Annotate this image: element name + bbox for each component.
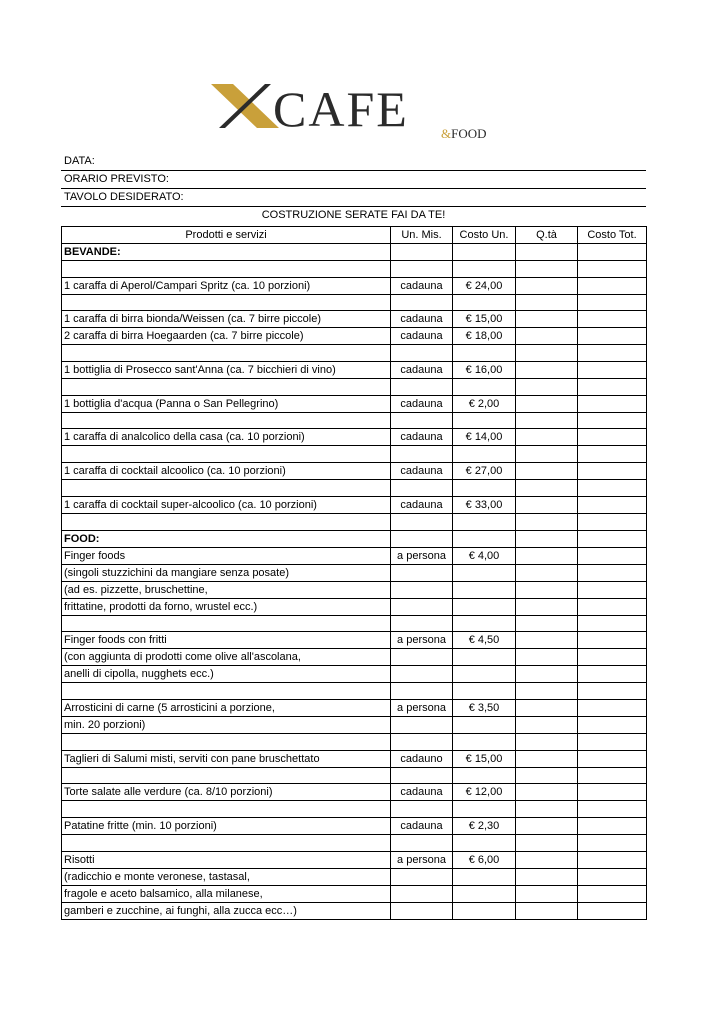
quantity-cell[interactable]	[516, 345, 578, 362]
total-cost-cell	[578, 666, 647, 683]
quantity-cell[interactable]	[516, 817, 578, 834]
quantity-cell[interactable]	[516, 851, 578, 868]
table-row	[62, 547, 647, 564]
table-row	[62, 311, 647, 328]
table-row	[62, 496, 647, 513]
product-cell: BEVANDE:	[62, 244, 391, 261]
product-cell: 2 caraffa di birra Hoegaarden (ca. 7 birre piccole)	[62, 328, 391, 345]
table-row	[62, 902, 647, 919]
form-header	[61, 153, 646, 224]
unit-cost-cell	[453, 716, 516, 733]
unit-cost-cell	[453, 581, 516, 598]
unit-cost-cell: € 15,00	[453, 311, 516, 328]
unit-cell: cadauna	[391, 277, 453, 294]
quantity-cell[interactable]	[516, 683, 578, 700]
unit-cell	[391, 480, 453, 497]
date-field[interactable]	[61, 153, 646, 171]
unit-cost-cell	[453, 294, 516, 311]
total-cost-cell	[578, 885, 647, 902]
quantity-cell[interactable]	[516, 767, 578, 784]
total-cost-cell	[578, 598, 647, 615]
table-row	[62, 581, 647, 598]
total-cost-cell	[578, 463, 647, 480]
product-cell	[62, 446, 391, 463]
table-row	[62, 480, 647, 497]
table-row	[62, 429, 647, 446]
product-cell: Finger foods	[62, 547, 391, 564]
unit-cost-cell	[453, 615, 516, 632]
unit-cost-cell: € 27,00	[453, 463, 516, 480]
table-row	[62, 868, 647, 885]
unit-cost-cell: € 2,00	[453, 395, 516, 412]
table-row	[62, 699, 647, 716]
total-cost-cell	[578, 716, 647, 733]
unit-cost-cell: € 12,00	[453, 784, 516, 801]
column-header: Un. Mis.	[391, 227, 453, 244]
quantity-cell[interactable]	[516, 649, 578, 666]
unit-cost-cell	[453, 649, 516, 666]
unit-cost-cell	[453, 480, 516, 497]
total-cost-cell	[578, 530, 647, 547]
product-cell: 1 caraffa di cocktail alcoolico (ca. 10 porzioni)	[62, 463, 391, 480]
product-cell: anelli di cipolla, nugghets ecc.)	[62, 666, 391, 683]
table-row	[62, 733, 647, 750]
total-cost-cell	[578, 564, 647, 581]
unit-cost-cell	[453, 261, 516, 278]
table-row	[62, 834, 647, 851]
product-cell: (ad es. pizzette, bruschettine,	[62, 581, 391, 598]
date-label: DATA:	[64, 155, 95, 167]
quantity-cell[interactable]	[516, 328, 578, 345]
product-cell: Torte salate alle verdure (ca. 8/10 porzioni)	[62, 784, 391, 801]
unit-cell	[391, 666, 453, 683]
table-row	[62, 683, 647, 700]
quantity-cell[interactable]	[516, 480, 578, 497]
total-cost-cell	[578, 261, 647, 278]
unit-cell	[391, 834, 453, 851]
unit-cell	[391, 581, 453, 598]
total-cost-cell	[578, 683, 647, 700]
order-table	[61, 226, 647, 920]
unit-cell	[391, 683, 453, 700]
form-title: COSTRUZIONE SERATE FAI DA TE!	[261, 209, 446, 221]
total-cost-cell	[578, 834, 647, 851]
table-row	[62, 395, 647, 412]
product-cell: 1 caraffa di birra bionda/Weissen (ca. 7 birre piccole)	[62, 311, 391, 328]
unit-cell	[391, 598, 453, 615]
unit-cost-cell	[453, 868, 516, 885]
table-row	[62, 666, 647, 683]
table-row	[62, 801, 647, 818]
product-cell	[62, 834, 391, 851]
table-label: TAVOLO DESIDERATO:	[64, 191, 184, 203]
unit-cell	[391, 564, 453, 581]
unit-cell: a persona	[391, 851, 453, 868]
quantity-cell[interactable]	[516, 750, 578, 767]
quantity-cell[interactable]	[516, 716, 578, 733]
table-row	[62, 767, 647, 784]
table-field[interactable]	[61, 189, 646, 207]
unit-cell: cadauna	[391, 429, 453, 446]
quantity-cell[interactable]	[516, 513, 578, 530]
unit-cost-cell: € 3,50	[453, 699, 516, 716]
quantity-cell[interactable]	[516, 412, 578, 429]
unit-cell: cadauna	[391, 328, 453, 345]
total-cost-cell	[578, 277, 647, 294]
quantity-cell[interactable]	[516, 547, 578, 564]
unit-cell	[391, 767, 453, 784]
table-row	[62, 362, 647, 379]
unit-cell	[391, 801, 453, 818]
unit-cell	[391, 446, 453, 463]
unit-cost-cell	[453, 666, 516, 683]
unit-cell	[391, 513, 453, 530]
quantity-cell[interactable]	[516, 868, 578, 885]
total-cost-cell	[578, 851, 647, 868]
quantity-cell[interactable]	[516, 784, 578, 801]
unit-cost-cell: € 33,00	[453, 496, 516, 513]
unit-cost-cell	[453, 244, 516, 261]
table-row	[62, 463, 647, 480]
unit-cell: a persona	[391, 699, 453, 716]
unit-cost-cell	[453, 379, 516, 396]
unit-cost-cell: € 15,00	[453, 750, 516, 767]
table-row	[62, 851, 647, 868]
unit-cell	[391, 244, 453, 261]
product-cell: Finger foods con fritti	[62, 632, 391, 649]
table-row	[62, 649, 647, 666]
quantity-cell[interactable]	[516, 615, 578, 632]
unit-cell	[391, 379, 453, 396]
table-row	[62, 817, 647, 834]
unit-cost-cell	[453, 902, 516, 919]
total-cost-cell	[578, 632, 647, 649]
quantity-cell[interactable]	[516, 311, 578, 328]
total-cost-cell	[578, 513, 647, 530]
column-header: Q.tà	[516, 227, 578, 244]
table-row	[62, 261, 647, 278]
quantity-cell[interactable]	[516, 463, 578, 480]
product-cell	[62, 412, 391, 429]
unit-cell	[391, 345, 453, 362]
unit-cell	[391, 885, 453, 902]
product-cell: FOOD:	[62, 530, 391, 547]
unit-cell	[391, 294, 453, 311]
unit-cell: cadauna	[391, 784, 453, 801]
total-cost-cell	[578, 817, 647, 834]
quantity-cell[interactable]	[516, 294, 578, 311]
unit-cell: a persona	[391, 547, 453, 564]
total-cost-cell	[578, 547, 647, 564]
time-field[interactable]	[61, 171, 646, 189]
column-header: Costo Un.	[453, 227, 516, 244]
table-row	[62, 294, 647, 311]
total-cost-cell	[578, 379, 647, 396]
quantity-cell[interactable]	[516, 581, 578, 598]
section-row	[62, 530, 647, 547]
product-cell: min. 20 porzioni)	[62, 716, 391, 733]
product-cell: (singoli stuzzichini da mangiare senza posate)	[62, 564, 391, 581]
total-cost-cell	[578, 244, 647, 261]
product-cell	[62, 480, 391, 497]
quantity-cell[interactable]	[516, 632, 578, 649]
unit-cost-cell	[453, 683, 516, 700]
product-cell: gamberi e zucchine, ai funghi, alla zucca ecc…)	[62, 902, 391, 919]
unit-cell: cadauna	[391, 496, 453, 513]
product-cell	[62, 294, 391, 311]
product-cell: (radicchio e monte veronese, tastasal,	[62, 868, 391, 885]
product-cell	[62, 683, 391, 700]
unit-cell	[391, 261, 453, 278]
table-row	[62, 615, 647, 632]
product-cell	[62, 615, 391, 632]
quantity-cell[interactable]	[516, 564, 578, 581]
table-row	[62, 379, 647, 396]
unit-cost-cell	[453, 530, 516, 547]
total-cost-cell	[578, 328, 647, 345]
quantity-cell[interactable]	[516, 362, 578, 379]
quantity-cell[interactable]	[516, 496, 578, 513]
product-cell	[62, 767, 391, 784]
unit-cell	[391, 902, 453, 919]
total-cost-cell	[578, 801, 647, 818]
table-row	[62, 412, 647, 429]
total-cost-cell	[578, 767, 647, 784]
unit-cost-cell: € 14,00	[453, 429, 516, 446]
product-cell: Risotti	[62, 851, 391, 868]
total-cost-cell	[578, 496, 647, 513]
total-cost-cell	[578, 699, 647, 716]
total-cost-cell	[578, 733, 647, 750]
quantity-cell[interactable]	[516, 277, 578, 294]
unit-cell: cadauna	[391, 311, 453, 328]
total-cost-cell	[578, 446, 647, 463]
table-row	[62, 632, 647, 649]
total-cost-cell	[578, 868, 647, 885]
unit-cost-cell: € 6,00	[453, 851, 516, 868]
product-cell: frittatine, prodotti da forno, wrustel ecc.)	[62, 598, 391, 615]
quantity-cell[interactable]	[516, 902, 578, 919]
quantity-cell[interactable]	[516, 834, 578, 851]
quantity-cell[interactable]	[516, 244, 578, 261]
product-cell	[62, 733, 391, 750]
unit-cost-cell	[453, 767, 516, 784]
unit-cell	[391, 530, 453, 547]
table-row	[62, 446, 647, 463]
unit-cost-cell: € 4,50	[453, 632, 516, 649]
logo-sub-text: &FOOD	[441, 126, 487, 141]
quantity-cell[interactable]	[516, 598, 578, 615]
unit-cost-cell	[453, 412, 516, 429]
product-cell: fragole e aceto balsamico, alla milanese,	[62, 885, 391, 902]
table-header-row	[62, 227, 647, 244]
unit-cell	[391, 733, 453, 750]
unit-cell	[391, 649, 453, 666]
unit-cost-cell: € 2,30	[453, 817, 516, 834]
quantity-cell[interactable]	[516, 446, 578, 463]
unit-cell	[391, 868, 453, 885]
total-cost-cell	[578, 784, 647, 801]
table-row	[62, 750, 647, 767]
total-cost-cell	[578, 395, 647, 412]
total-cost-cell	[578, 429, 647, 446]
product-cell	[62, 345, 391, 362]
unit-cost-cell	[453, 513, 516, 530]
logo-main-text: CAFE	[273, 81, 409, 137]
unit-cost-cell	[453, 446, 516, 463]
unit-cell	[391, 412, 453, 429]
product-cell: 1 caraffa di analcolico della casa (ca. 10 porzioni)	[62, 429, 391, 446]
unit-cell: a persona	[391, 632, 453, 649]
total-cost-cell	[578, 750, 647, 767]
product-cell: Arrosticini di carne (5 arrosticini a porzione,	[62, 699, 391, 716]
quantity-cell[interactable]	[516, 801, 578, 818]
product-cell: (con aggiunta di prodotti come olive all'ascolana,	[62, 649, 391, 666]
table-row	[62, 716, 647, 733]
unit-cell: cadauna	[391, 817, 453, 834]
time-label: ORARIO PREVISTO:	[64, 173, 169, 185]
unit-cost-cell: € 24,00	[453, 277, 516, 294]
product-cell: 1 caraffa di cocktail super-alcoolico (ca. 10 porzioni)	[62, 496, 391, 513]
product-cell	[62, 379, 391, 396]
quantity-cell[interactable]	[516, 379, 578, 396]
product-cell: Taglieri di Salumi misti, serviti con pane bruschettato	[62, 750, 391, 767]
unit-cost-cell	[453, 345, 516, 362]
total-cost-cell	[578, 294, 647, 311]
total-cost-cell	[578, 902, 647, 919]
unit-cost-cell	[453, 885, 516, 902]
unit-cell	[391, 615, 453, 632]
unit-cost-cell	[453, 733, 516, 750]
product-cell: 1 caraffa di Aperol/Campari Spritz (ca. 10 porzioni)	[62, 277, 391, 294]
product-cell: Patatine fritte (min. 10 porzioni)	[62, 817, 391, 834]
unit-cost-cell	[453, 598, 516, 615]
total-cost-cell	[578, 649, 647, 666]
table-row	[62, 564, 647, 581]
unit-cell	[391, 716, 453, 733]
column-header: Costo Tot.	[578, 227, 647, 244]
product-cell: 1 bottiglia d'acqua (Panna o San Pellegrino)	[62, 395, 391, 412]
total-cost-cell	[578, 412, 647, 429]
table-row	[62, 345, 647, 362]
quantity-cell[interactable]	[516, 395, 578, 412]
product-cell: 1 bottiglia di Prosecco sant'Anna (ca. 7 bicchieri di vino)	[62, 362, 391, 379]
total-cost-cell	[578, 345, 647, 362]
unit-cost-cell: € 18,00	[453, 328, 516, 345]
product-cell	[62, 801, 391, 818]
quantity-cell[interactable]	[516, 530, 578, 547]
quantity-cell[interactable]	[516, 733, 578, 750]
total-cost-cell	[578, 362, 647, 379]
product-cell	[62, 261, 391, 278]
table-row	[62, 598, 647, 615]
unit-cost-cell	[453, 834, 516, 851]
table-row	[62, 513, 647, 530]
column-header: Prodotti e servizi	[62, 227, 391, 244]
xcafe-logo	[205, 78, 525, 142]
product-cell	[62, 513, 391, 530]
unit-cost-cell	[453, 801, 516, 818]
unit-cost-cell: € 16,00	[453, 362, 516, 379]
total-cost-cell	[578, 615, 647, 632]
unit-cell: cadauna	[391, 362, 453, 379]
total-cost-cell	[578, 581, 647, 598]
quantity-cell[interactable]	[516, 261, 578, 278]
unit-cell: cadauna	[391, 395, 453, 412]
section-row	[62, 244, 647, 261]
quantity-cell[interactable]	[516, 699, 578, 716]
table-row	[62, 885, 647, 902]
table-row	[62, 328, 647, 345]
unit-cost-cell: € 4,00	[453, 547, 516, 564]
unit-cost-cell	[453, 564, 516, 581]
unit-cell: cadauno	[391, 750, 453, 767]
quantity-cell[interactable]	[516, 429, 578, 446]
table-row	[62, 277, 647, 294]
unit-cell: cadauna	[391, 463, 453, 480]
table-row	[62, 784, 647, 801]
quantity-cell[interactable]	[516, 885, 578, 902]
total-cost-cell	[578, 480, 647, 497]
total-cost-cell	[578, 311, 647, 328]
quantity-cell[interactable]	[516, 666, 578, 683]
